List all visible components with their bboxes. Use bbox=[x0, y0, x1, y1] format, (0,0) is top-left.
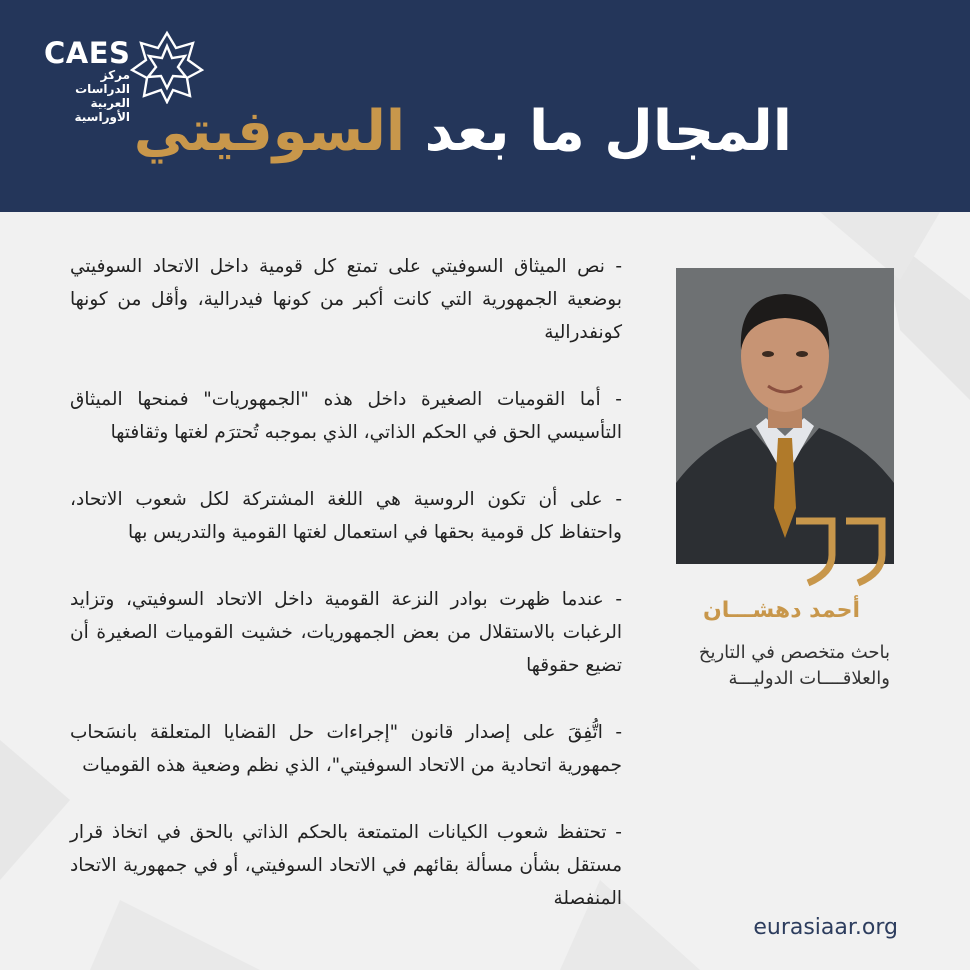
quote-mark-icon bbox=[790, 515, 890, 587]
article-text bbox=[70, 250, 622, 949]
title-main: المجال ما بعد bbox=[424, 99, 792, 164]
logo bbox=[44, 38, 130, 124]
paragraph-6: - تحتفظ شعوب الكيانات المتمتعة بالحكم الذاتي بالحق في اتخاذ قرار مستقل بشأن مسألة بقائهم في الاتحاد السوفيتي، أو في جمهورية الاتحاد المنفصلة bbox=[70, 822, 622, 909]
website-link[interactable]: eurasiaar.org bbox=[753, 915, 898, 940]
logo-name-line1: مركز الدراسات bbox=[75, 68, 130, 96]
paragraph-1: - نص الميثاق السوفيتي على تمتع كل قومية داخل الاتحاد السوفيتي بوضعية الجمهورية التي كانت أكبر من كونها فيدرالية، وأقل من كونها كونفدرالية bbox=[70, 256, 622, 343]
logo-name-line2: العربية الأوراسية bbox=[74, 96, 130, 124]
author-role bbox=[650, 640, 890, 692]
paragraph-3: - على أن تكون الروسية هي اللغة المشتركة لكل شعوب الاتحاد، واحتفاظ كل قومية بحقها في استعمال لغتها القومية والتدريس بها bbox=[70, 489, 622, 543]
author-role-line1: باحث متخصص في التاريخ bbox=[698, 642, 890, 663]
paragraph-4: - عندما ظهرت بوادر النزعة القومية داخل الاتحاد السوفيتي، وتزايد الرغبات بالاستقلال من بعض الجمهوريات، خشيت القوميات الصغيرة أن تضيع حقوقها bbox=[70, 589, 622, 676]
author-name: أحمد دهشـــان bbox=[702, 598, 860, 623]
title-accent: السوفيتي bbox=[133, 99, 406, 164]
paragraph-2: - أما القوميات الصغيرة داخل هذه "الجمهوريات" فمنحها الميثاق التأسيسي الحق في الحكم الذاتي، الذي بموجبه تُحترَم لغتها وثقافتها bbox=[70, 389, 622, 443]
paragraph-5: - اتُّفِقَ على إصدار قانون "إجراءات حل القضايا المتعلقة بانسَحاب جمهورية اتحادية من الاتحاد السوفيتي"، الذي نظم وضعية هذه القوميات bbox=[70, 722, 622, 776]
logo-abbr: CAES bbox=[44, 36, 131, 70]
page-title bbox=[134, 92, 792, 172]
author-role-line2: والعلاقــــات الدوليـــة bbox=[728, 668, 890, 689]
header-banner bbox=[0, 0, 970, 212]
